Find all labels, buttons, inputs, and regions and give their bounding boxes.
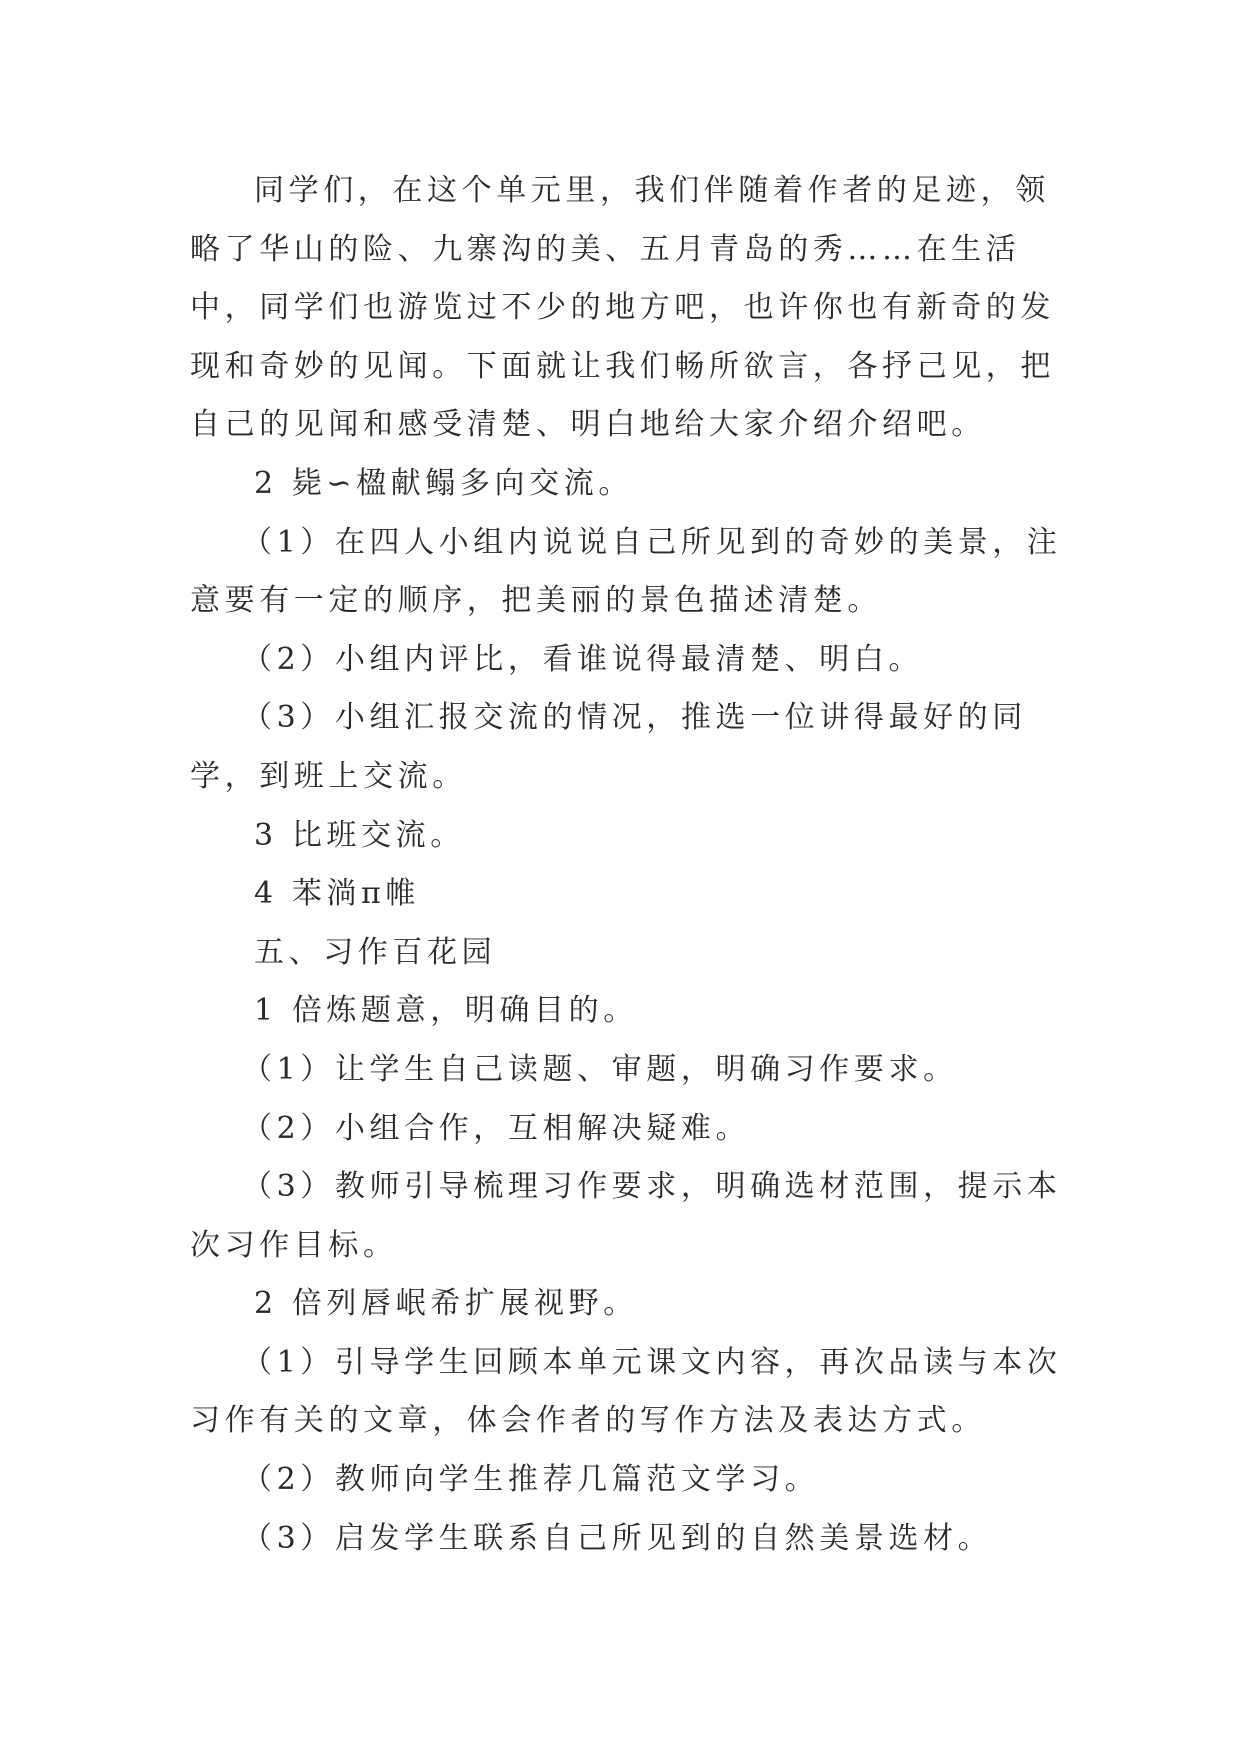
section-5-step-1-item-3: （3）教师引导梳理习作要求，明确选材范围，提示本次习作目标。 [190, 1169, 1062, 1263]
step-4-heading: 4 苯淌π帷 [254, 876, 420, 912]
section-5-step-2-item-3: （3）启发学生联系自己所见到的自然美景选材。 [242, 1520, 993, 1556]
section-5-step-2-item-1: （1）引导学生回顾本单元课文内容，再次品读与本次习作有关的文章，体会作者的写作方法及表达方式。 [190, 1344, 1062, 1439]
step-2-heading: 2 毙∽楹献鳎多向交流。 [254, 465, 633, 501]
section-5-heading: 五、习作百花园 [254, 934, 497, 970]
document-body [190, 162, 1070, 1568]
step-3-heading: 3 比班交流。 [254, 817, 465, 853]
step-2-item-2: （2）小组内评比，看谁说得最清楚、明白。 [242, 641, 924, 677]
step-2-item-3: （3）小组汇报交流的情况，推选一位讲得最好的同学，到班上交流。 [190, 700, 1027, 794]
section-5-step-2-heading: 2 倍列唇岷希扩展视野。 [254, 1286, 638, 1322]
step-2-item-1: （1）在四人小组内说说自己所见到的奇妙的美景，注意要有一定的顺序，把美丽的景色描述清楚。 [190, 524, 1062, 619]
intro-paragraph: 同学们，在这个单元里，我们伴随着作者的足迹，领略了华山的险、九寨沟的美、五月青岛的秀……在生活中，同学们也游览过不少的地方吧，也许你也有新奇的发现和奇妙的见闻。下面就让我们畅所欲言，各抒己见，把自己的见闻和感受清楚、明白地给大家介绍介绍吧。 [190, 173, 1055, 443]
section-5-step-1-heading: 1 倍炼题意，明确目的。 [254, 993, 638, 1029]
section-5-step-1-item-2: （2）小组合作，互相解决疑难。 [242, 1110, 751, 1146]
section-5-step-2-item-2: （2）教师向学生推荐几篇范文学习。 [242, 1462, 820, 1498]
section-5-step-1-item-1: （1）让学生自己读题、审题，明确习作要求。 [242, 1051, 958, 1087]
